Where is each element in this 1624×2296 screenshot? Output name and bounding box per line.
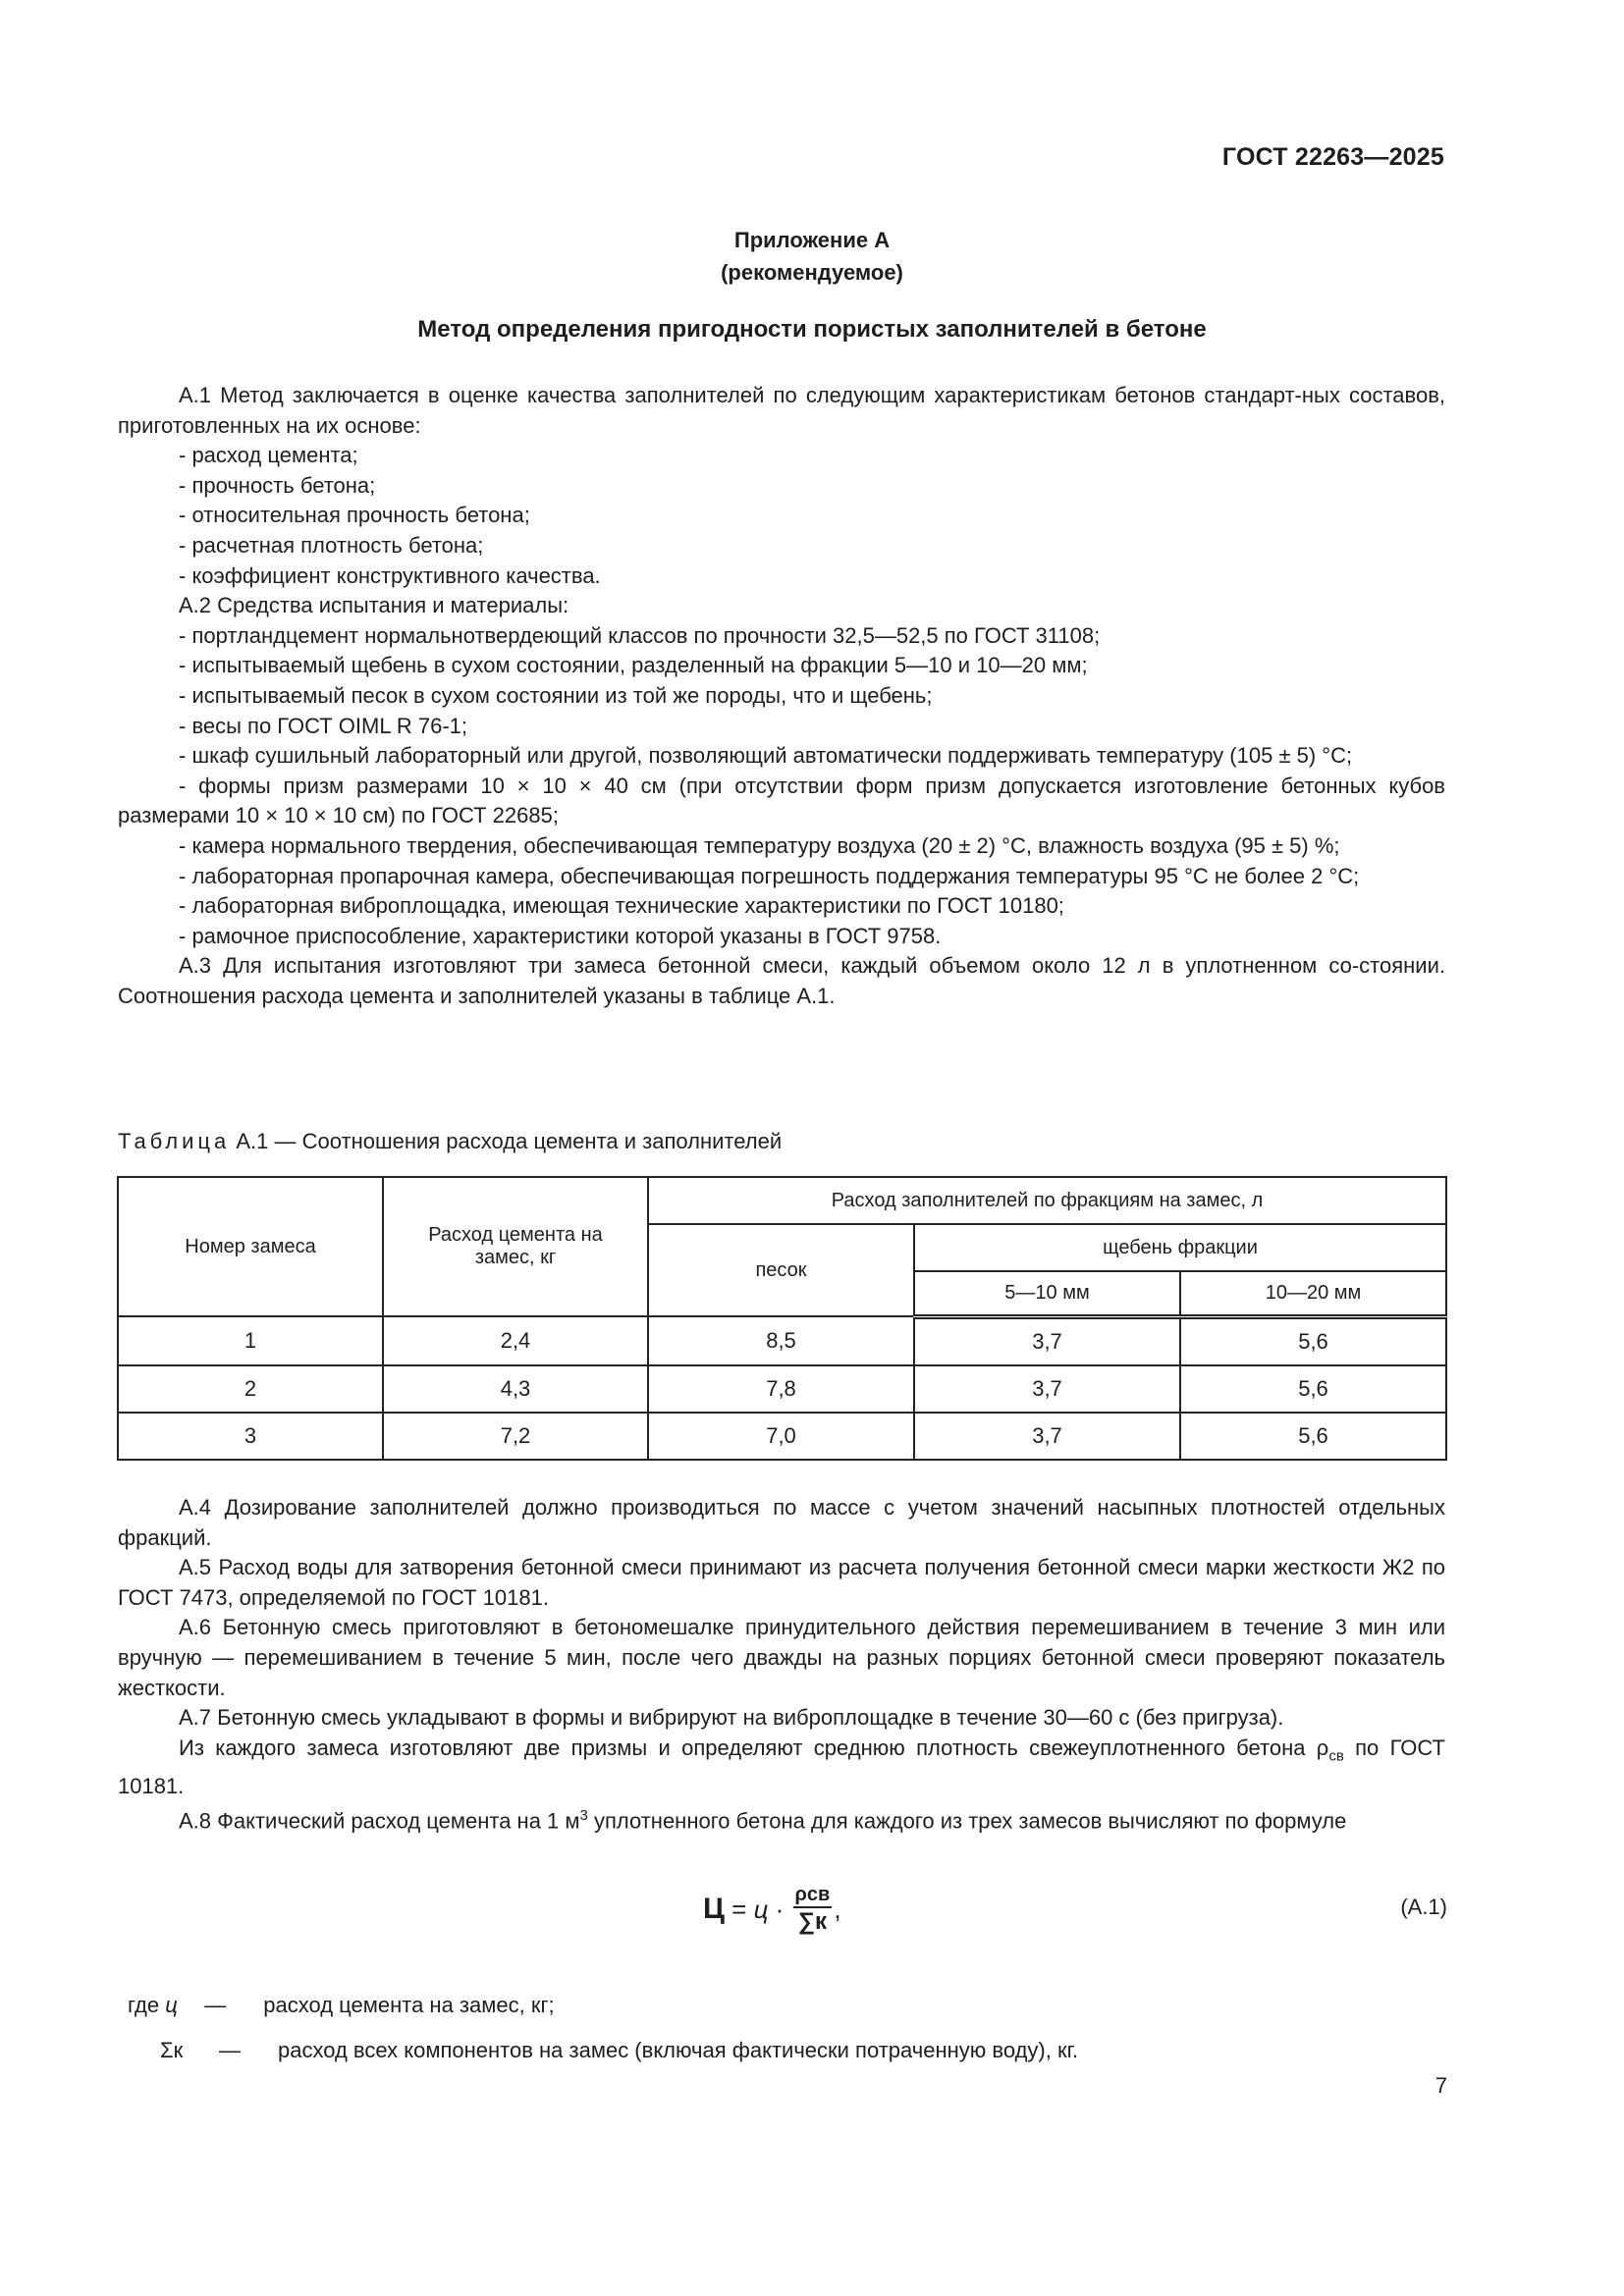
a7-text-end: по ГОСТ 10181. bbox=[118, 1735, 1445, 1798]
header-frac-5-10: 5—10 мм bbox=[914, 1271, 1180, 1316]
formula-var: ц bbox=[753, 1894, 769, 1924]
body-text-lower bbox=[118, 1493, 1445, 1837]
where-prefix: где bbox=[128, 1993, 160, 2017]
table-caption-label: Таблица bbox=[118, 1129, 231, 1153]
annex-status: (рекомендуемое) bbox=[721, 260, 903, 285]
cubic-superscript: 3 bbox=[579, 1807, 588, 1825]
cell: 3,7 bbox=[914, 1316, 1180, 1365]
header-cement-label: Расход цемента на замес, кг bbox=[428, 1224, 603, 1268]
header-frac-10-20: 10—20 мм bbox=[1180, 1271, 1446, 1316]
list-item: - рамочное приспособление, характеристики которой указаны в ГОСТ 9758. bbox=[179, 923, 942, 948]
page-number: 7 bbox=[1435, 2073, 1447, 2098]
cell: 4,3 bbox=[383, 1365, 648, 1413]
where-item bbox=[160, 2038, 1078, 2063]
where-dash: — bbox=[219, 2038, 241, 2062]
formula bbox=[703, 1883, 841, 1936]
list-item: - весы по ГОСТ OIML R 76-1; bbox=[179, 713, 468, 738]
where-desc: расход всех компонентов на замес (включая фактически потраченную воду), кг. bbox=[278, 2038, 1079, 2062]
clause-a5: А.5 Расход воды для затворения бетонной смеси принимают из расчета получения бетонной смеси марки жесткости Ж2 по ГОСТ 7473, определяемой по ГОСТ 10181. bbox=[118, 1555, 1445, 1610]
list-item: - расход цемента; bbox=[179, 443, 358, 468]
clause-a8 bbox=[118, 1801, 1445, 1837]
rho-subscript: св bbox=[1328, 1747, 1344, 1765]
formula-fraction bbox=[793, 1883, 833, 1936]
list-item: - испытываемый песок в сухом состоянии из той же породы, что и щебень; bbox=[179, 682, 933, 708]
document-code: ГОСТ 22263—2025 bbox=[1221, 143, 1444, 171]
cell: 3 bbox=[118, 1413, 383, 1460]
ratio-table bbox=[117, 1176, 1447, 1461]
clause-a7: А.7 Бетонную смесь укладывают в формы и вибрируют на виброплощадке в течение 30—60 с (без пригруза). bbox=[179, 1705, 1284, 1731]
formula-denominator: ∑к bbox=[797, 1908, 827, 1935]
cell: 7,2 bbox=[383, 1413, 648, 1460]
clause-a1: А.1 Метод заключается в оценке качества заполнителей по следующим характеристикам бетонов стандарт-ных составов, приготовленных на их основе: bbox=[118, 383, 1445, 438]
list-item: - формы призм размерами 10 × 10 × 40 см (при отсутствии форм призм допускается изготовление бетонных кубов размерами 10 × 10 × 10 см) по ГОСТ 22685; bbox=[118, 773, 1445, 828]
list-item: - камера нормального твердения, обеспечивающая температуру воздуха (20 ± 2) °С, влажность воздуха (95 ± 5) %; bbox=[179, 832, 1340, 858]
cell: 7,0 bbox=[648, 1413, 914, 1460]
list-item: - портландцемент нормальнотвердеющий классов по прочности 32,5—52,5 по ГОСТ 31108; bbox=[179, 622, 1101, 648]
where-desc: расход цемента на замес, кг; bbox=[263, 1993, 555, 2017]
clause-a2: А.2 Средства испытания и материалы: bbox=[179, 593, 569, 618]
header-aggregates: Расход заполнителей по фракциям на замес, л bbox=[648, 1177, 1446, 1224]
where-symbol: ц bbox=[165, 1993, 178, 2017]
cell: 7,8 bbox=[648, 1365, 914, 1413]
annex-title: Приложение А bbox=[733, 228, 891, 252]
formula-equals: = bbox=[724, 1894, 754, 1924]
cell: 2 bbox=[118, 1365, 383, 1413]
cell: 1 bbox=[118, 1316, 383, 1365]
cell: 5,6 bbox=[1180, 1413, 1446, 1460]
list-item: - коэффициент конструктивного качества. bbox=[179, 562, 601, 588]
cell: 2,4 bbox=[383, 1316, 648, 1365]
header-crushed: щебень фракции bbox=[914, 1224, 1446, 1271]
cell: 5,6 bbox=[1180, 1316, 1446, 1365]
a8-text-end: уплотненного бетона для каждого из трех замесов вычисляют по формуле bbox=[587, 1808, 1347, 1834]
where-dash: — bbox=[204, 1993, 227, 2017]
equation-number: (А.1) bbox=[1400, 1895, 1447, 1919]
cell: 8,5 bbox=[648, 1316, 914, 1365]
table-row bbox=[118, 1413, 1446, 1460]
formula-numerator: ρсв bbox=[793, 1883, 833, 1908]
where-symbol: Σк bbox=[160, 2038, 184, 2062]
list-item: - относительная прочность бетона; bbox=[179, 503, 530, 528]
body-text bbox=[118, 381, 1445, 1011]
formula-lhs: Ц bbox=[703, 1893, 725, 1925]
list-item: - испытываемый щебень в сухом состоянии, разделенный на фракции 5—10 и 10—20 мм; bbox=[179, 653, 1088, 678]
table-row bbox=[118, 1365, 1446, 1413]
list-item: - лабораторная виброплощадка, имеющая технические характеристики по ГОСТ 10180; bbox=[179, 893, 1064, 919]
header-cement bbox=[383, 1177, 648, 1316]
formula-comma: , bbox=[834, 1894, 841, 1924]
cell: 3,7 bbox=[914, 1365, 1180, 1413]
formula-dot: · bbox=[768, 1894, 791, 1924]
header-batch-no: Номер замеса bbox=[118, 1177, 383, 1316]
section-title: Метод определения пригодности пористых заполнителей в бетоне bbox=[417, 316, 1207, 343]
clause-a4: А.4 Дозирование заполнителей должно производиться по массе с учетом значений насыпных плотностей отдельных фракций. bbox=[118, 1495, 1445, 1550]
table-caption bbox=[118, 1129, 782, 1154]
table-caption-text: А.1 — Соотношения расхода цемента и заполнителей bbox=[230, 1129, 783, 1153]
cell: 5,6 bbox=[1180, 1365, 1446, 1413]
a8-text: А.8 Фактический расход цемента на 1 м bbox=[179, 1808, 580, 1834]
table-row bbox=[118, 1316, 1446, 1365]
list-item: - шкаф сушильный лабораторный или другой, позволяющий автоматически поддерживать температуру (105 ± 5) °С; bbox=[179, 743, 1353, 769]
a7-text: Из каждого замеса изготовляют две призмы и определяют среднюю плотность свежеуплотненного бетона ρ bbox=[179, 1735, 1329, 1760]
list-item: - лабораторная пропарочная камера, обеспечивающая погрешность поддержания температуры 95 °С не более 2 °С; bbox=[179, 863, 1360, 888]
list-item: - расчетная плотность бетона; bbox=[179, 532, 484, 558]
clause-a6: А.6 Бетонную смесь приготовляют в бетономешалке принудительного действия перемешиванием в течение 3 мин или вручную — перемешиванием в течение 5 мин, после чего дважды на разных порциях бетонной смеси проверяют показатель жесткости. bbox=[118, 1615, 1445, 1700]
cell: 3,7 bbox=[914, 1413, 1180, 1460]
annex-heading bbox=[0, 224, 1624, 289]
header-sand: песок bbox=[648, 1224, 914, 1316]
clause-a3: А.3 Для испытания изготовляют три замеса бетонной смеси, каждый объемом около 12 л в уплотненном со-стоянии. Соотношения расхода цемента и заполнителей указаны в таблице А.1. bbox=[118, 953, 1445, 1008]
where-item bbox=[128, 1993, 555, 2018]
list-item: - прочность бетона; bbox=[179, 472, 376, 498]
clause-a7-density bbox=[118, 1734, 1445, 1802]
